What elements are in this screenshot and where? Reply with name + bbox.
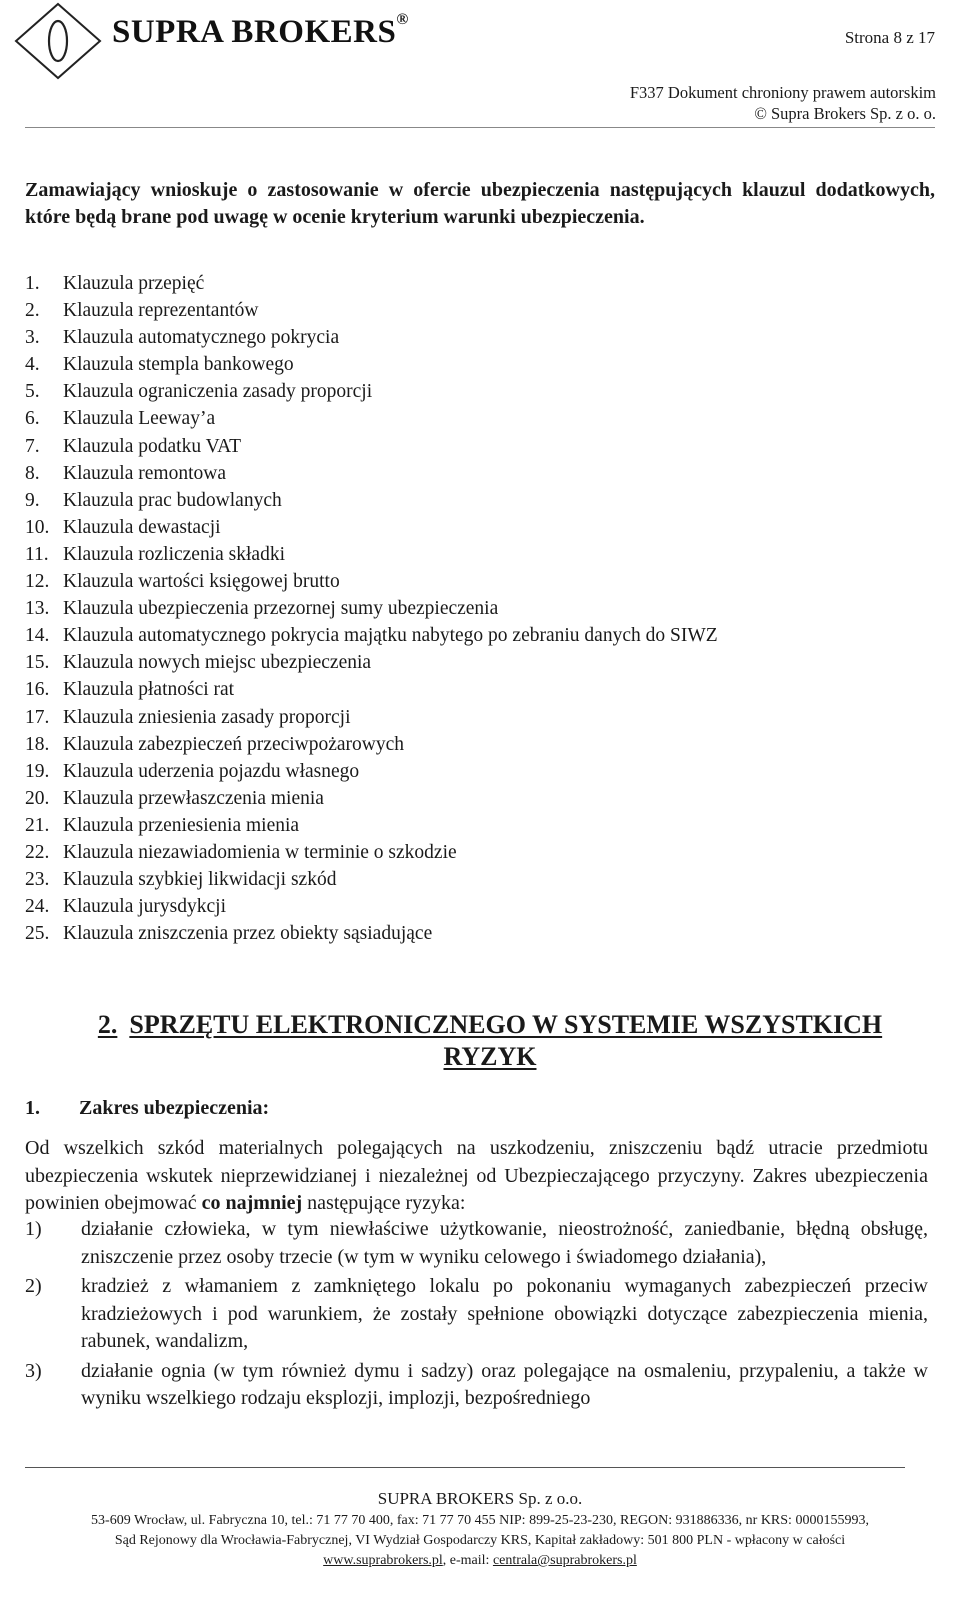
email-label: , e-mail: xyxy=(442,1553,493,1568)
clause-item xyxy=(25,568,935,595)
clause-item xyxy=(25,731,935,758)
clause-item xyxy=(25,676,935,703)
risk-list xyxy=(25,1216,928,1415)
clause-item xyxy=(25,378,935,405)
subsection-heading xyxy=(25,1097,269,1120)
clause-text: Klauzula zniesienia zasady proporcji xyxy=(63,706,351,728)
page-footer xyxy=(0,1487,960,1571)
intro-paragraph: Zamawiający wnioskuje o zastosowanie w ofercie ubezpieczenia następujących klauzul dodatkowych, które będą brane pod uwagę w ocenie kryterium warunki ubezpieczenia. xyxy=(25,179,935,228)
clause-item xyxy=(25,812,935,839)
risk-text: działanie człowieka, w tym niewłaściwe użytkowanie, nieostrożność, zaniedbanie, błędną obsługę, zniszczenie przez osoby trzecie (w tym w wyniku celowego i świadomego działania), xyxy=(81,1218,928,1268)
clause-item xyxy=(25,704,935,731)
clause-text: Klauzula rozliczenia składki xyxy=(63,543,285,565)
registered-mark: ® xyxy=(396,11,409,28)
clause-text: Klauzula przepięć xyxy=(63,273,205,294)
clause-number: 16. xyxy=(25,679,50,701)
clause-number: 21. xyxy=(25,814,50,836)
clause-number: 5. xyxy=(25,381,40,403)
clause-text: Klauzula stempla bankowego xyxy=(63,354,294,376)
footer-company: SUPRA BROKERS Sp. z o.o. xyxy=(377,1489,583,1508)
header-divider xyxy=(25,127,935,128)
email-link[interactable]: centrala@suprabrokers.pl xyxy=(492,1553,637,1568)
clause-item xyxy=(25,487,935,514)
clause-number: 1. xyxy=(25,273,40,294)
clause-number: 25. xyxy=(25,923,50,945)
risk-number: 3) xyxy=(25,1359,42,1382)
clause-number: 15. xyxy=(25,652,50,674)
clause-text: Klauzula reprezentantów xyxy=(63,300,259,322)
clause-item xyxy=(25,460,935,487)
clause-item xyxy=(25,541,935,568)
clause-item xyxy=(25,893,935,920)
clause-item xyxy=(25,785,935,812)
risk-item xyxy=(25,1273,928,1356)
clause-number: 13. xyxy=(25,598,50,620)
brand-name: SUPRA BROKERS® xyxy=(112,11,409,50)
clause-text: Klauzula jurysdykcji xyxy=(63,896,226,918)
clause-item xyxy=(25,649,935,676)
clause-number: 4. xyxy=(25,354,40,376)
clause-text: Klauzula ograniczenia zasady proporcji xyxy=(63,381,373,403)
clause-text: Klauzula dewastacji xyxy=(63,516,221,538)
risk-text: działanie ognia (w tym również dymu i sadzy) oraz polegające na osmaleniu, przypaleniu, a także w wyniku wszelkiego rodzaju eksplozji, implozji, bezpośredniego xyxy=(81,1359,928,1409)
clause-text: Klauzula automatycznego pokrycia xyxy=(63,327,340,349)
clause-number: 24. xyxy=(25,896,50,918)
section-number: 2. xyxy=(97,1010,118,1039)
clause-number: 23. xyxy=(25,869,50,891)
clause-text: Klauzula automatycznego pokrycia majątku nabytego po zebraniu danych do SIWZ xyxy=(63,625,718,647)
clause-text: Klauzula przewłaszczenia mienia xyxy=(63,787,324,809)
clause-number: 2. xyxy=(25,300,40,322)
clause-text: Klauzula podatku VAT xyxy=(63,435,242,457)
clause-number: 22. xyxy=(25,841,50,863)
clause-number: 7. xyxy=(25,435,40,457)
clause-item xyxy=(25,270,935,297)
clause-text: Klauzula niezawiadomienia w terminie o szkodzie xyxy=(63,841,457,863)
clause-item xyxy=(25,866,935,893)
scope-text-2: następujące ryzyka: xyxy=(302,1192,466,1214)
clause-item xyxy=(25,758,935,785)
scope-emphasis: co najmniej xyxy=(201,1192,303,1214)
risk-item xyxy=(25,1216,928,1271)
page-number: Strona 8 z 17 xyxy=(844,28,935,47)
clause-number: 10. xyxy=(25,516,50,538)
clause-number: 14. xyxy=(25,625,50,647)
clause-item xyxy=(25,405,935,432)
subsection-title: Zakres ubezpieczenia: xyxy=(79,1097,270,1119)
clause-number: 18. xyxy=(25,733,50,755)
website-link[interactable]: www.suprabrokers.pl xyxy=(323,1553,443,1568)
clause-item xyxy=(25,324,935,351)
footer-registration: Sąd Rejonowy dla Wrocławia-Fabrycznej, VI Wydział Gospodarczy KRS, Kapitał zakładowy: 501 800 PLN - wpłacony w całości xyxy=(114,1533,846,1548)
clause-item xyxy=(25,622,935,649)
clause-text: Klauzula remontowa xyxy=(63,462,226,484)
clause-text: Klauzula zabezpieczeń przeciwpożarowych xyxy=(63,733,405,755)
clause-number: 19. xyxy=(25,760,50,782)
risk-number: 2) xyxy=(25,1275,42,1297)
clause-item xyxy=(25,514,935,541)
section-title: SPRZĘTU ELEKTRONICZNEGO W SYSTEMIE WSZYSTKICH RYZYK xyxy=(129,1010,883,1071)
clause-item xyxy=(25,433,935,460)
clause-number: 8. xyxy=(25,462,40,484)
clause-number: 9. xyxy=(25,489,40,511)
clause-item xyxy=(25,595,935,622)
risk-item xyxy=(25,1358,928,1413)
clause-item xyxy=(25,351,935,378)
footer-divider xyxy=(25,1467,905,1468)
clause-list xyxy=(25,270,935,947)
clause-number: 12. xyxy=(25,571,50,593)
footer-address: 53-609 Wrocław, ul. Fabryczna 10, tel.: 71 77 70 400, fax: 71 77 70 455 NIP: 899-25-23-230, REGON: 931886336, nr KRS: 0000155993, xyxy=(91,1513,869,1528)
clause-number: 3. xyxy=(25,327,40,349)
clause-text: Klauzula płatności rat xyxy=(63,679,235,701)
clause-number: 11. xyxy=(25,543,49,565)
clause-text: Klauzula przeniesienia mienia xyxy=(63,814,300,836)
risk-text: kradzież z włamaniem z zamkniętego lokalu po pokonaniu wymaganych zabezpieczeń przeciw kradzieżowych i pod warunkiem, że zostały spełnione obowiązki dotyczące zabezpieczenia mienia, rabunek, wandalizm, xyxy=(81,1275,928,1352)
clause-number: 6. xyxy=(25,408,40,430)
clause-text: Klauzula zniszczenia przez obiekty sąsiadujące xyxy=(63,923,433,945)
clause-text: Klauzula szybkiej likwidacji szkód xyxy=(63,869,337,891)
copyright-line-1: F337 Dokument chroniony prawem autorskim xyxy=(629,83,936,102)
clause-text: Klauzula uderzenia pojazdu własnego xyxy=(63,760,360,782)
clause-item xyxy=(25,920,935,947)
clause-text: Klauzula Leeway’a xyxy=(63,408,216,430)
risk-number: 1) xyxy=(25,1218,42,1240)
copyright-notice xyxy=(630,82,936,124)
subsection-number: 1. xyxy=(25,1097,40,1119)
clause-item xyxy=(25,839,935,866)
section-heading xyxy=(50,1009,930,1073)
clause-number: 17. xyxy=(25,706,50,728)
scope-paragraph xyxy=(25,1135,928,1218)
clause-text: Klauzula nowych miejsc ubezpieczenia xyxy=(63,652,372,674)
clause-text: Klauzula prac budowlanych xyxy=(63,489,282,511)
scope-text-1: Od wszelkich szkód materialnych polegających na uszkodzeniu, zniszczeniu bądź utracie przedmiotu ubezpieczenia wskutek nieprzewidzianej i niezależnej od Ubezpieczającego przyczyny. Zakres ubezpieczenia powinien obejmować xyxy=(25,1137,928,1214)
page-header xyxy=(0,0,960,130)
clause-number: 20. xyxy=(25,787,50,809)
clause-item xyxy=(25,297,935,324)
footer-contact xyxy=(0,1551,960,1571)
clause-text: Klauzula wartości księgowej brutto xyxy=(63,571,340,593)
copyright-line-2: © Supra Brokers Sp. z o. o. xyxy=(754,104,936,123)
supra-brokers-logo-icon xyxy=(14,2,102,80)
clause-text: Klauzula ubezpieczenia przezornej sumy ubezpieczenia xyxy=(63,598,499,620)
